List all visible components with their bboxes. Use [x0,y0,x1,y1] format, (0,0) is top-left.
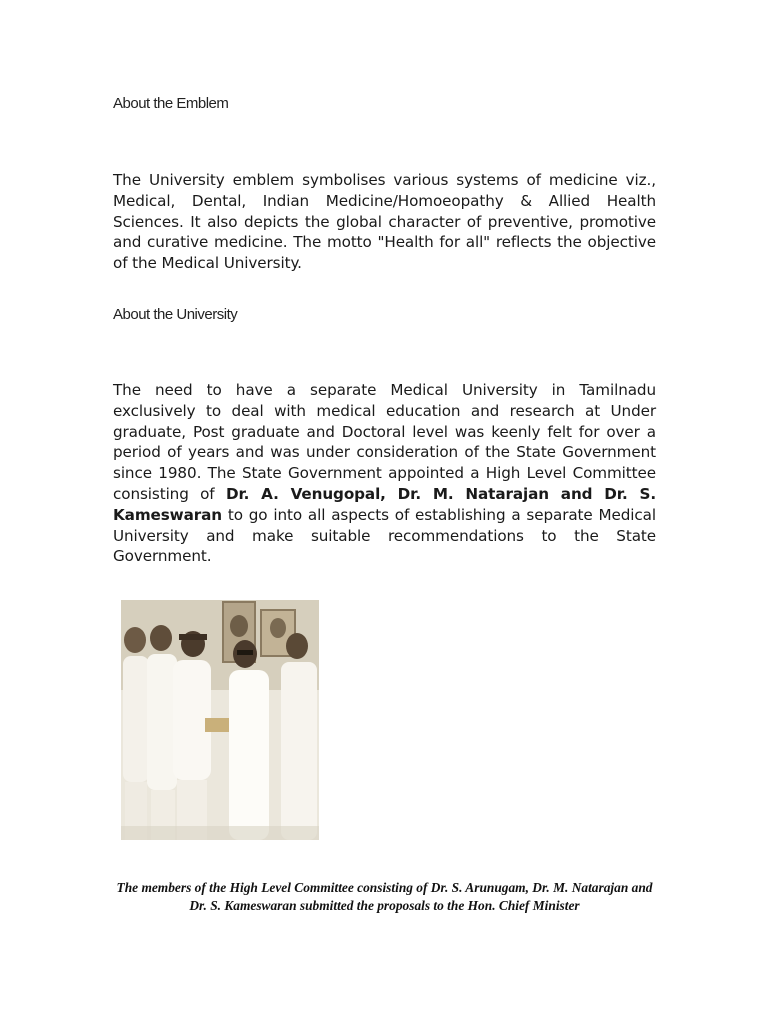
photo-caption: The members of the High Level Committee consisting of Dr. S. Arunugam, Dr. M. Natarajan and Dr. S. Kameswaran submitted the proposals to the Hon. Chief Minister [116,880,653,913]
emblem-paragraph: The University emblem symbolises various systems of medicine viz., Medical, Dental, Indian Medicine/Homoeopathy & Allied Health Sciences. It also depicts the global character of preventive, promotive and curative medicine. The motto "Health for all" reflects the objective of the Medical University. [113,171,656,273]
university-paragraph [113,380,656,567]
committee-photo [121,600,319,840]
university-text-end: to go into all aspects of establishing a separate Medical University and make suitable recommendations to the State Government. [113,505,656,566]
university-text-start: The need to have a separate Medical University in Tamilnadu exclusively to deal with medical education and research at Under graduate, Post graduate and Doctoral level was keenly felt for over a period of years and was under consideration of the State Government since 1980. The State Government appointed a High Level Committee consisting of [113,381,656,503]
university-heading: About the University [113,306,238,323]
emblem-heading: About the Emblem [113,95,229,112]
committee-members: Dr. A. Venugopal, Dr. M. Natarajan and Dr. S. Kameswaran [113,484,656,524]
